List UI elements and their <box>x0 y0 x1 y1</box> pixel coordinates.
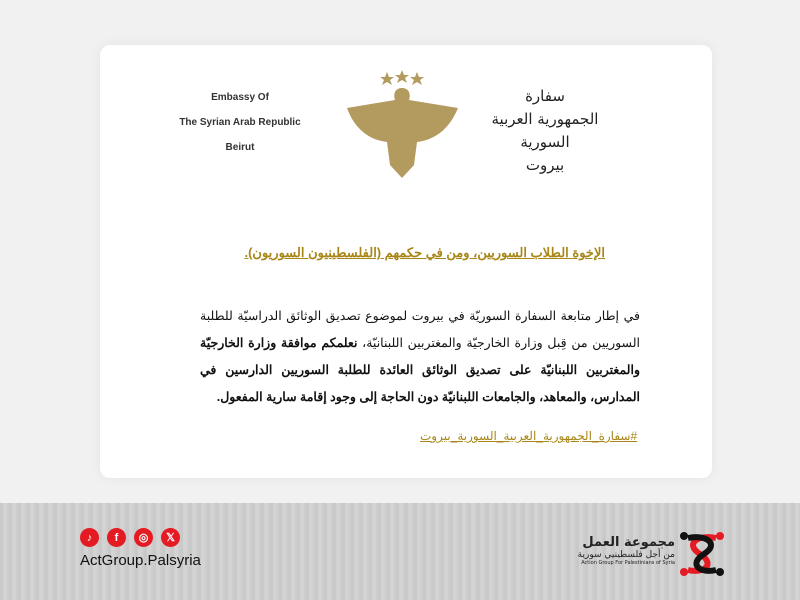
ar-line: سفارة <box>525 87 565 105</box>
logo-text <box>570 535 675 566</box>
hashtag-link[interactable]: #سفارة_الجمهورية_العربية_السورية_بيروت <box>420 429 638 443</box>
ar-line: بيروت <box>525 156 565 174</box>
en-line: Beirut <box>225 142 255 153</box>
en-line: The Syrian Arab Republic <box>179 117 301 128</box>
letterhead-english <box>170 85 310 160</box>
letter-body <box>200 303 640 411</box>
en-line: Embassy Of <box>211 92 269 103</box>
eagle-emblem-icon <box>345 70 460 180</box>
tiktok-icon[interactable]: ♪ <box>80 528 99 547</box>
logo-subtitle: من أجل فلسطينيي سورية <box>577 550 675 560</box>
letterhead-arabic <box>470 85 620 177</box>
action-group-logo-icon <box>678 530 726 578</box>
letter-card <box>100 45 712 478</box>
ar-line: الجمهورية العربية السورية <box>491 110 599 151</box>
social-icons <box>80 528 180 547</box>
logo-english: Action Group For Palestinians of Syria <box>581 560 675 566</box>
facebook-icon[interactable]: f <box>107 528 126 547</box>
logo-title: مجموعة العمل <box>582 535 675 550</box>
x-icon[interactable]: 𝕏 <box>161 528 180 547</box>
instagram-icon[interactable]: ◎ <box>134 528 153 547</box>
body-text: في إطار متابعة السفارة السوريّة في بيروت لموضوع تصديق الوثائق الدراسيّة للطلبة السوريين من قِبل وزارة الخارجيّة والمغتربين اللبنانيّة، <box>200 309 640 350</box>
letter-title: الإخوة الطلاب السوريين، ومن في حكمهم (الفلسطينيون السوريون). <box>244 245 605 260</box>
body-bold-text: نعلمكم موافقة وزارة الخارجيّة والمغتربين اللبنانيّة على تصديق الوثائق العائدة للطلبة السوريين الدارسين في المدارس، والمعاهد، والجامعات اللبنانيّة دون الحاجة إلى وجود إقامة سارية المفعول. <box>200 336 640 404</box>
social-handle: ActGroup.Palsyria <box>80 552 201 569</box>
